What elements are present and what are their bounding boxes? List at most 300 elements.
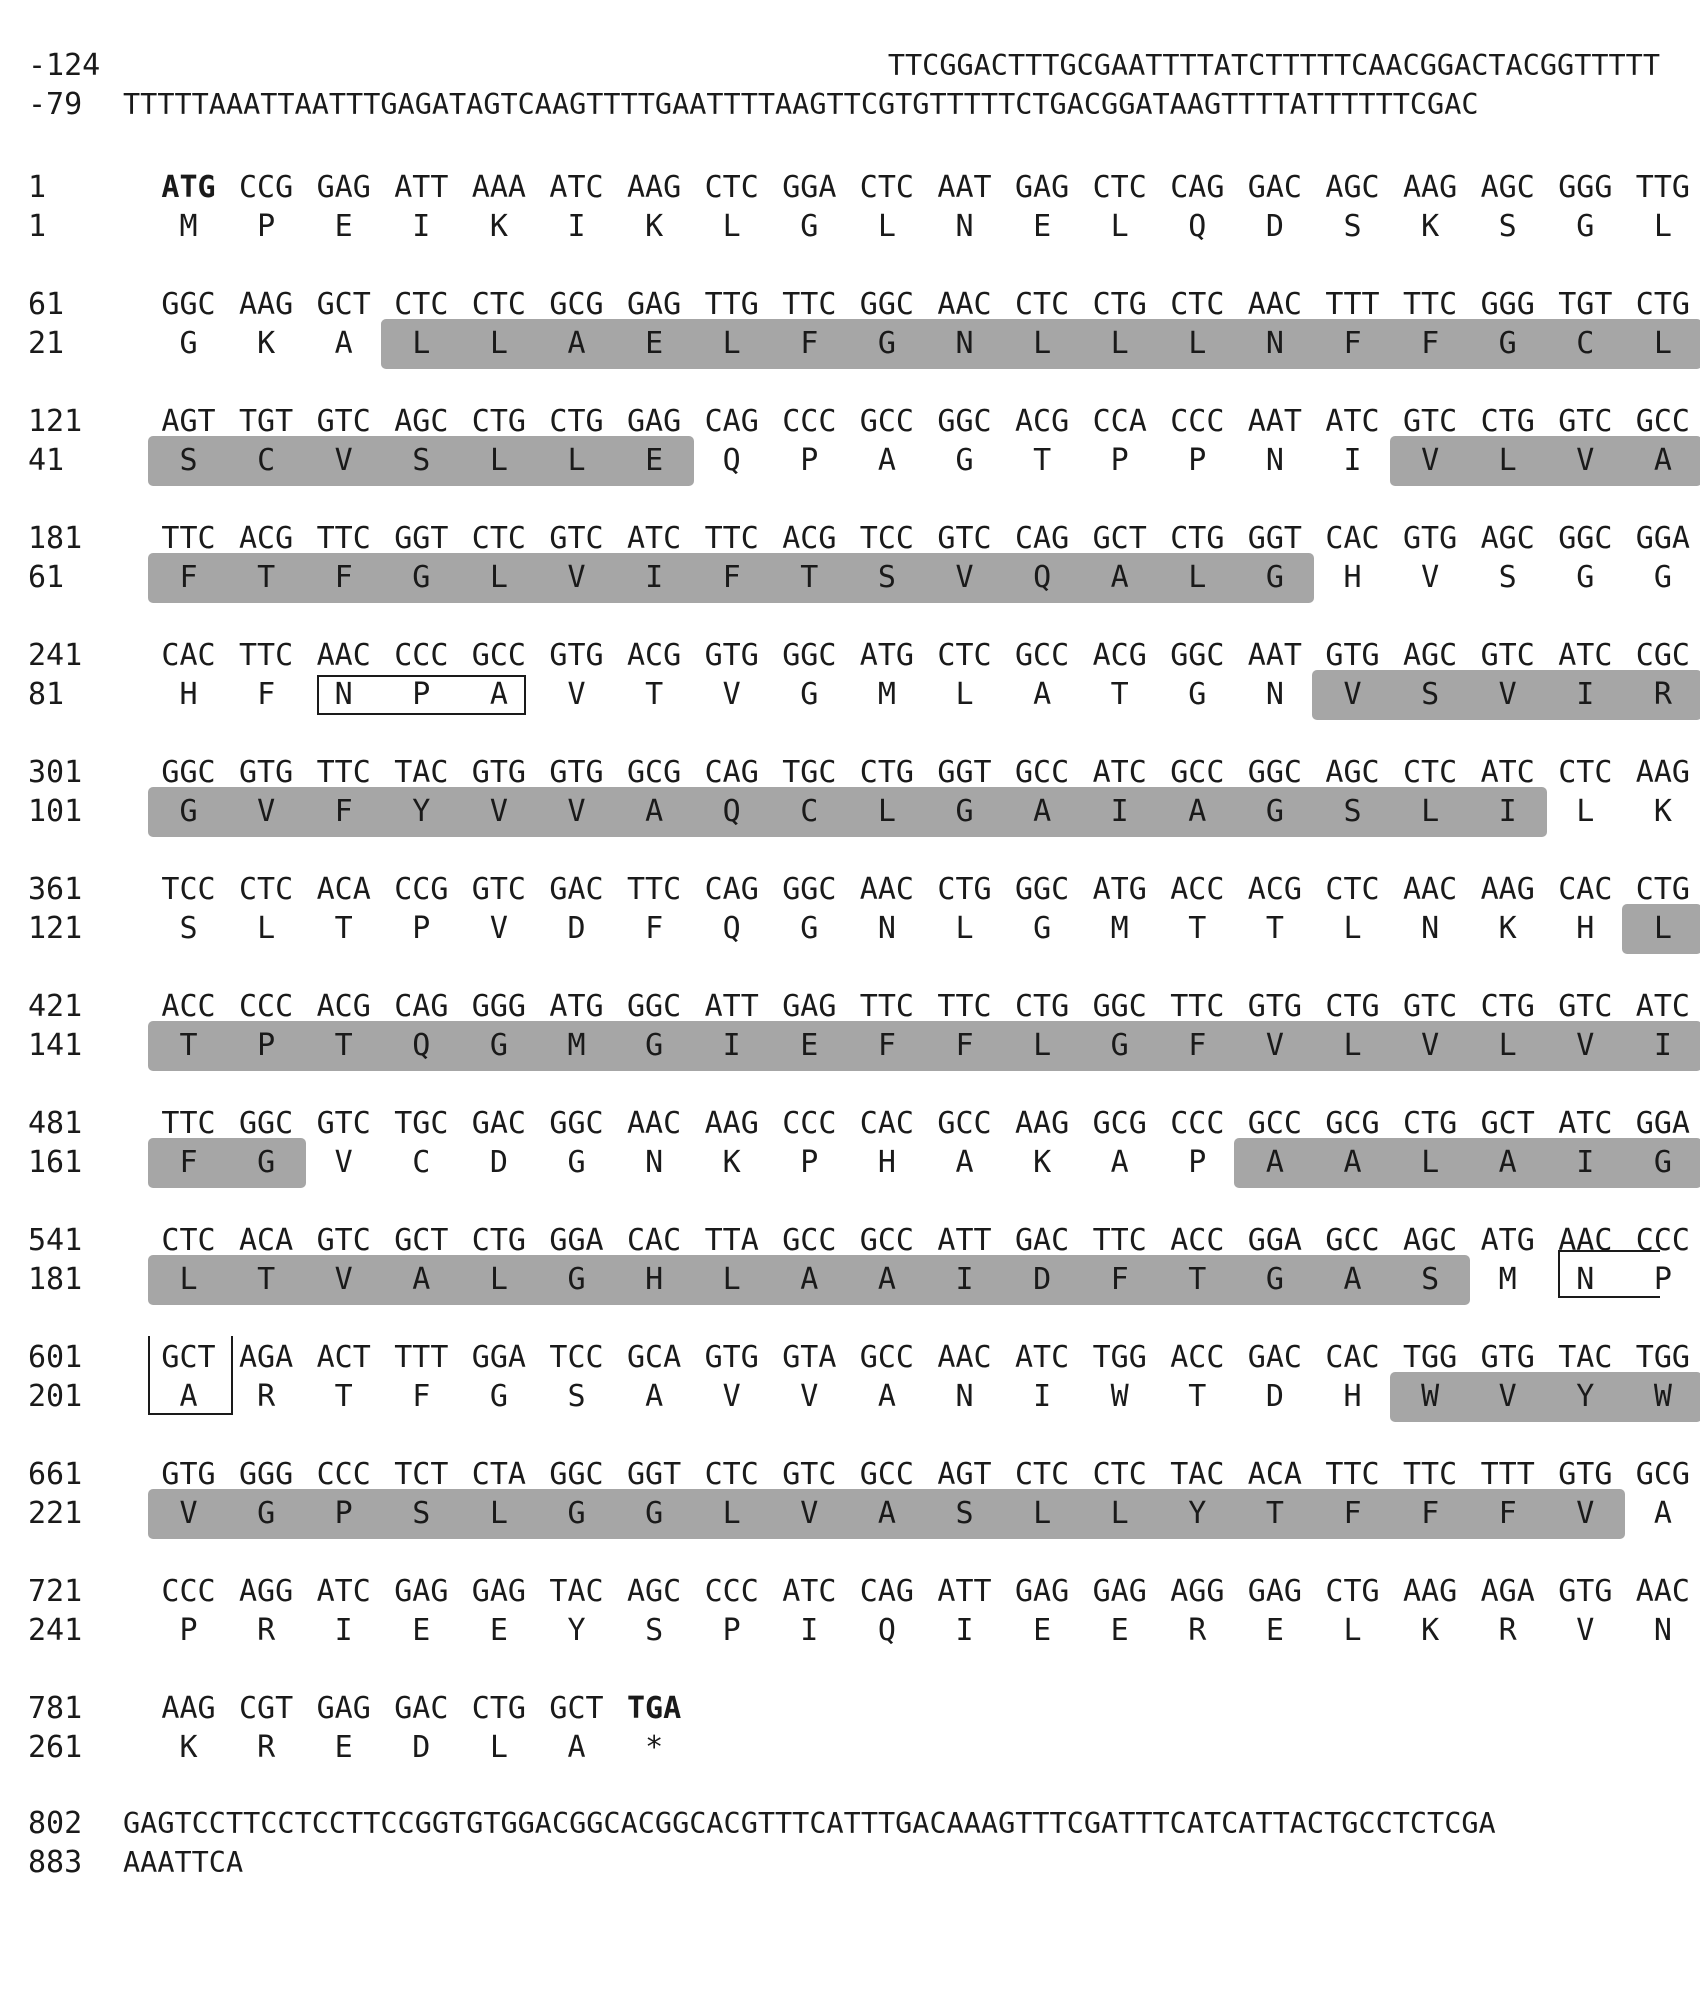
amino-acid: T bbox=[334, 911, 353, 946]
codon: GTG bbox=[1403, 521, 1458, 556]
amino-acid: T bbox=[334, 1028, 353, 1063]
codon: GTC bbox=[937, 521, 992, 556]
codon: GTC bbox=[316, 404, 371, 439]
amino-acid: G bbox=[257, 1145, 276, 1180]
codon: TTT bbox=[1480, 1457, 1535, 1492]
residue-position: 161 bbox=[28, 1145, 83, 1180]
amino-acid: E bbox=[334, 1730, 353, 1765]
amino-acid: K bbox=[1653, 794, 1672, 829]
amino-acid: D bbox=[1265, 209, 1284, 244]
codon: GGG bbox=[1558, 170, 1613, 205]
amino-acid: E bbox=[1033, 209, 1052, 244]
codon: GCC bbox=[859, 1457, 914, 1492]
amino-acid: T bbox=[1188, 1379, 1207, 1414]
amino-acid: P bbox=[1653, 1262, 1672, 1297]
amino-acid: P bbox=[722, 1613, 741, 1648]
amino-acid: G bbox=[1576, 209, 1595, 244]
codon: GGC bbox=[1558, 521, 1613, 556]
codon: GTG bbox=[161, 1457, 216, 1492]
amino-acid: H bbox=[179, 677, 198, 712]
amino-acid: A bbox=[1110, 1145, 1129, 1180]
codon: GTG bbox=[1558, 1574, 1613, 1609]
nucleotide-position: 421 bbox=[28, 989, 83, 1024]
amino-acid: R bbox=[1188, 1613, 1207, 1648]
amino-acid: Q bbox=[877, 1613, 896, 1648]
amino-acid: G bbox=[1498, 326, 1517, 361]
codon: TAC bbox=[1558, 1340, 1613, 1375]
amino-acid: K bbox=[1033, 1145, 1052, 1180]
amino-acid: F bbox=[800, 326, 819, 361]
amino-acid: V bbox=[800, 1496, 819, 1531]
codon: TGA bbox=[627, 1691, 682, 1726]
amino-acid: L bbox=[1653, 326, 1672, 361]
codon: GTC bbox=[1403, 404, 1458, 439]
amino-acid: D bbox=[489, 1145, 508, 1180]
codon: GTA bbox=[782, 1340, 837, 1375]
amino-acid: A bbox=[645, 794, 664, 829]
codon: TTT bbox=[1325, 287, 1380, 322]
nucleotide-position: 241 bbox=[28, 638, 83, 673]
amino-acid: V bbox=[334, 1262, 353, 1297]
amino-acid: V bbox=[1576, 1028, 1595, 1063]
amino-acid: E bbox=[1033, 1613, 1052, 1648]
amino-acid: P bbox=[257, 209, 276, 244]
codon: CAG bbox=[704, 755, 759, 790]
amino-acid: L bbox=[1188, 326, 1207, 361]
codon: GAC bbox=[1015, 1223, 1070, 1258]
codon: GTC bbox=[1403, 989, 1458, 1024]
codon: CCA bbox=[1092, 404, 1147, 439]
codon: CTC bbox=[937, 638, 992, 673]
codon: CAC bbox=[859, 1106, 914, 1141]
codon: ACC bbox=[1170, 1223, 1225, 1258]
amino-acid: S bbox=[1343, 794, 1362, 829]
codon: AGT bbox=[161, 404, 216, 439]
amino-acid: G bbox=[1576, 560, 1595, 595]
amino-acid: Y bbox=[412, 794, 431, 829]
codon: CTG bbox=[1635, 287, 1690, 322]
amino-acid: M bbox=[567, 1028, 586, 1063]
codon: ATC bbox=[549, 170, 604, 205]
codon: TGG bbox=[1635, 1340, 1690, 1375]
amino-acid: L bbox=[1343, 1028, 1362, 1063]
codon: CTC bbox=[1170, 287, 1225, 322]
codon: ACC bbox=[161, 989, 216, 1024]
residue-position: 261 bbox=[28, 1730, 83, 1765]
nucleotide-position: 301 bbox=[28, 755, 83, 790]
codon: CCC bbox=[1635, 1223, 1690, 1258]
codon: AGT bbox=[937, 1457, 992, 1492]
residue-position: 61 bbox=[28, 560, 65, 595]
codon: GCC bbox=[1170, 755, 1225, 790]
codon: ATT bbox=[937, 1574, 992, 1609]
codon: AAC bbox=[937, 1340, 992, 1375]
codon: GGT bbox=[627, 1457, 682, 1492]
amino-acid: F bbox=[645, 911, 664, 946]
amino-acid: I bbox=[567, 209, 586, 244]
codon: CAG bbox=[859, 1574, 914, 1609]
codon: ACT bbox=[316, 1340, 371, 1375]
codon: CTG bbox=[1325, 989, 1380, 1024]
downstream-position: 802 bbox=[28, 1806, 83, 1841]
codon: GCC bbox=[859, 404, 914, 439]
codon: GGA bbox=[1635, 521, 1690, 556]
amino-acid: I bbox=[800, 1613, 819, 1648]
amino-acid: L bbox=[1188, 560, 1207, 595]
codon: ACG bbox=[627, 638, 682, 673]
amino-acid: P bbox=[412, 677, 431, 712]
codon: ATG bbox=[1480, 1223, 1535, 1258]
nucleotide-position: 181 bbox=[28, 521, 83, 556]
codon: CAC bbox=[161, 638, 216, 673]
amino-acid: R bbox=[257, 1730, 276, 1765]
amino-acid: T bbox=[1265, 1496, 1284, 1531]
codon: AAG bbox=[1403, 170, 1458, 205]
residue-position: 101 bbox=[28, 794, 83, 829]
amino-acid: G bbox=[645, 1496, 664, 1531]
amino-acid: L bbox=[1343, 1613, 1362, 1648]
codon: GCC bbox=[1325, 1223, 1380, 1258]
amino-acid: D bbox=[567, 911, 586, 946]
amino-acid: T bbox=[1110, 677, 1129, 712]
codon: GGG bbox=[471, 989, 526, 1024]
codon: TTA bbox=[704, 1223, 759, 1258]
amino-acid: L bbox=[489, 326, 508, 361]
codon: TTC bbox=[627, 872, 682, 907]
downstream-position: 883 bbox=[28, 1845, 83, 1880]
amino-acid: K bbox=[179, 1730, 198, 1765]
amino-acid: H bbox=[1576, 911, 1595, 946]
codon: CAG bbox=[1170, 170, 1225, 205]
amino-acid: W bbox=[1110, 1379, 1129, 1414]
amino-acid: W bbox=[1653, 1379, 1672, 1414]
amino-acid: G bbox=[257, 1496, 276, 1531]
codon: CTG bbox=[1635, 872, 1690, 907]
downstream-sequence: GAGTCCTTCCTCCTTCCGGTGTGGACGGCACGGCACGTTTCATTTGACAAAGTTTCGATTTCATCATTACTGCCTCTCGA bbox=[123, 1807, 1496, 1840]
amino-acid: Y bbox=[1576, 1379, 1595, 1414]
codon: CTG bbox=[1170, 521, 1225, 556]
amino-acid: V bbox=[1343, 677, 1362, 712]
amino-acid: A bbox=[955, 1145, 974, 1180]
amino-acid: G bbox=[1265, 1262, 1284, 1297]
codon: GAG bbox=[782, 989, 837, 1024]
codon: CTG bbox=[471, 404, 526, 439]
codon: GCC bbox=[859, 1340, 914, 1375]
codon: CCC bbox=[782, 1106, 837, 1141]
codon: GCT bbox=[549, 1691, 604, 1726]
amino-acid: M bbox=[179, 209, 198, 244]
amino-acid: S bbox=[412, 1496, 431, 1531]
amino-acid: F bbox=[1421, 326, 1440, 361]
codon: CTG bbox=[471, 1223, 526, 1258]
codon: AAT bbox=[937, 170, 992, 205]
codon: TAC bbox=[394, 755, 449, 790]
codon: CAC bbox=[1558, 872, 1613, 907]
codon: TGG bbox=[1403, 1340, 1458, 1375]
codon: CCG bbox=[239, 170, 294, 205]
residue-position: 181 bbox=[28, 1262, 83, 1297]
amino-acid: A bbox=[1265, 1145, 1284, 1180]
amino-acid: G bbox=[800, 209, 819, 244]
codon: AAC bbox=[1403, 872, 1458, 907]
codon: ATC bbox=[1558, 1106, 1613, 1141]
amino-acid: N bbox=[955, 1379, 974, 1414]
amino-acid: L bbox=[722, 209, 741, 244]
amino-acid: N bbox=[955, 209, 974, 244]
amino-acid: A bbox=[567, 1730, 586, 1765]
amino-acid: L bbox=[722, 326, 741, 361]
amino-acid: N bbox=[334, 677, 353, 712]
amino-acid: A bbox=[412, 1262, 431, 1297]
amino-acid: R bbox=[1653, 677, 1672, 712]
codon: TTC bbox=[1403, 287, 1458, 322]
amino-acid: G bbox=[179, 326, 198, 361]
codon: ATT bbox=[937, 1223, 992, 1258]
codon: AGA bbox=[1480, 1574, 1535, 1609]
amino-acid: L bbox=[722, 1262, 741, 1297]
codon: GTG bbox=[471, 755, 526, 790]
amino-acid: L bbox=[1421, 1145, 1440, 1180]
amino-acid: K bbox=[1421, 209, 1440, 244]
codon: ATC bbox=[316, 1574, 371, 1609]
amino-acid: L bbox=[489, 1262, 508, 1297]
amino-acid: A bbox=[1653, 1496, 1672, 1531]
codon: TTC bbox=[1325, 1457, 1380, 1492]
codon: GTC bbox=[549, 521, 604, 556]
amino-acid: E bbox=[334, 209, 353, 244]
codon: AAG bbox=[1015, 1106, 1070, 1141]
codon: GCT bbox=[1092, 521, 1147, 556]
codon: CCC bbox=[782, 404, 837, 439]
upstream-position: -124 bbox=[28, 48, 101, 83]
amino-acid: A bbox=[179, 1379, 198, 1414]
codon: ATC bbox=[1558, 638, 1613, 673]
codon: GAG bbox=[1247, 1574, 1302, 1609]
codon: GGG bbox=[239, 1457, 294, 1492]
codon: AAC bbox=[627, 1106, 682, 1141]
codon: GGC bbox=[161, 755, 216, 790]
codon: CGT bbox=[239, 1691, 294, 1726]
residue-position: 201 bbox=[28, 1379, 83, 1414]
codon: TCC bbox=[859, 521, 914, 556]
codon: ACC bbox=[1170, 1340, 1225, 1375]
codon: ATC bbox=[1480, 755, 1535, 790]
nucleotide-position: 121 bbox=[28, 404, 83, 439]
amino-acid: N bbox=[1653, 1613, 1672, 1648]
residue-position: 1 bbox=[28, 209, 47, 244]
amino-acid: I bbox=[645, 560, 664, 595]
amino-acid: A bbox=[1343, 1262, 1362, 1297]
codon: TTC bbox=[859, 989, 914, 1024]
codon: ACG bbox=[316, 989, 371, 1024]
codon: GCC bbox=[859, 1223, 914, 1258]
codon: GCC bbox=[471, 638, 526, 673]
codon: GAG bbox=[471, 1574, 526, 1609]
codon: CTC bbox=[471, 521, 526, 556]
amino-acid: R bbox=[257, 1613, 276, 1648]
codon: CAC bbox=[1325, 1340, 1380, 1375]
amino-acid: T bbox=[1188, 1262, 1207, 1297]
codon: CGC bbox=[1635, 638, 1690, 673]
codon: GGC bbox=[1247, 755, 1302, 790]
codon: GAG bbox=[316, 170, 371, 205]
amino-acid: L bbox=[1343, 911, 1362, 946]
codon: GGT bbox=[1247, 521, 1302, 556]
amino-acid: L bbox=[1110, 209, 1129, 244]
codon: CTG bbox=[1015, 989, 1070, 1024]
codon: ATT bbox=[704, 989, 759, 1024]
amino-acid: S bbox=[645, 1613, 664, 1648]
amino-acid: V bbox=[800, 1379, 819, 1414]
amino-acid: F bbox=[722, 560, 741, 595]
codon: GGC bbox=[549, 1106, 604, 1141]
amino-acid: L bbox=[1110, 1496, 1129, 1531]
codon: CTG bbox=[859, 755, 914, 790]
amino-acid: S bbox=[1343, 209, 1362, 244]
codon: TAC bbox=[549, 1574, 604, 1609]
codon: AAG bbox=[1403, 1574, 1458, 1609]
codon: GGG bbox=[1480, 287, 1535, 322]
amino-acid: Q bbox=[722, 794, 741, 829]
upstream-position: -79 bbox=[28, 87, 83, 122]
amino-acid: F bbox=[1343, 326, 1362, 361]
amino-acid: L bbox=[1110, 326, 1129, 361]
codon: GAC bbox=[1247, 1340, 1302, 1375]
amino-acid: G bbox=[567, 1262, 586, 1297]
codon: CTG bbox=[471, 1691, 526, 1726]
nucleotide-position: 601 bbox=[28, 1340, 83, 1375]
codon: GCT bbox=[1480, 1106, 1535, 1141]
codon: GTG bbox=[1558, 1457, 1613, 1492]
codon: CAG bbox=[704, 404, 759, 439]
codon: ATC bbox=[782, 1574, 837, 1609]
amino-acid: P bbox=[1188, 443, 1207, 478]
codon: ATC bbox=[1015, 1340, 1070, 1375]
codon: CTG bbox=[1480, 989, 1535, 1024]
amino-acid: A bbox=[877, 1379, 896, 1414]
codon: GTC bbox=[1480, 638, 1535, 673]
codon: GTG bbox=[1480, 1340, 1535, 1375]
codon: TTG bbox=[1635, 170, 1690, 205]
amino-acid: L bbox=[412, 326, 431, 361]
codon: GAG bbox=[627, 287, 682, 322]
amino-acid: M bbox=[877, 677, 896, 712]
codon: AAG bbox=[239, 287, 294, 322]
amino-acid: G bbox=[489, 1379, 508, 1414]
amino-acid: I bbox=[722, 1028, 741, 1063]
residue-position: 121 bbox=[28, 911, 83, 946]
codon: AGC bbox=[1480, 521, 1535, 556]
codon: TTC bbox=[316, 755, 371, 790]
codon: GCC bbox=[782, 1223, 837, 1258]
codon: ATG bbox=[549, 989, 604, 1024]
npa-motif-box bbox=[1558, 1250, 1660, 1298]
amino-acid: F bbox=[1421, 1496, 1440, 1531]
codon: CTG bbox=[1480, 404, 1535, 439]
codon: AAC bbox=[1635, 1574, 1690, 1609]
amino-acid: L bbox=[1653, 209, 1672, 244]
amino-acid: Y bbox=[1188, 1496, 1207, 1531]
residue-position: 81 bbox=[28, 677, 65, 712]
codon: AGC bbox=[394, 404, 449, 439]
codon: GTC bbox=[471, 872, 526, 907]
codon: TTC bbox=[782, 287, 837, 322]
amino-acid: V bbox=[489, 911, 508, 946]
codon: TCC bbox=[549, 1340, 604, 1375]
codon: GTG bbox=[704, 1340, 759, 1375]
amino-acid: V bbox=[334, 1145, 353, 1180]
codon: TTC bbox=[239, 638, 294, 673]
nucleotide-position: 61 bbox=[28, 287, 65, 322]
amino-acid: A bbox=[877, 443, 896, 478]
amino-acid: N bbox=[1421, 911, 1440, 946]
codon: ATG bbox=[859, 638, 914, 673]
codon: GGC bbox=[937, 404, 992, 439]
codon: TTC bbox=[1403, 1457, 1458, 1492]
upstream-sequence: TTTTTAAATTAATTTGAGATAGTCAAGTTTTGAATTTTAAGTTCGTGTTTTTCTGACGGATAAGTTTTATTTTTTCGAC bbox=[123, 88, 1479, 121]
codon: GAG bbox=[316, 1691, 371, 1726]
codon: GGA bbox=[1635, 1106, 1690, 1141]
codon: CTG bbox=[1325, 1574, 1380, 1609]
codon: GGC bbox=[859, 287, 914, 322]
codon: GGC bbox=[782, 872, 837, 907]
codon: CTC bbox=[1092, 1457, 1147, 1492]
codon: AAG bbox=[161, 1691, 216, 1726]
codon: GTG bbox=[1247, 989, 1302, 1024]
amino-acid: L bbox=[567, 443, 586, 478]
amino-acid: N bbox=[877, 911, 896, 946]
amino-acid: S bbox=[567, 1379, 586, 1414]
codon: GTG bbox=[1325, 638, 1380, 673]
codon: CTC bbox=[704, 170, 759, 205]
nucleotide-position: 781 bbox=[28, 1691, 83, 1726]
amino-acid: L bbox=[489, 1496, 508, 1531]
amino-acid: V bbox=[1265, 1028, 1284, 1063]
codon: GCT bbox=[316, 287, 371, 322]
amino-acid: G bbox=[1110, 1028, 1129, 1063]
codon: ACA bbox=[239, 1223, 294, 1258]
codon: GTG bbox=[239, 755, 294, 790]
amino-acid: V bbox=[567, 677, 586, 712]
amino-acid: I bbox=[1653, 1028, 1672, 1063]
codon: ACG bbox=[239, 521, 294, 556]
amino-acid: D bbox=[412, 1730, 431, 1765]
codon: CAC bbox=[627, 1223, 682, 1258]
amino-acid: A bbox=[800, 1262, 819, 1297]
amino-acid: P bbox=[334, 1496, 353, 1531]
amino-acid: Q bbox=[722, 911, 741, 946]
codon: TGC bbox=[394, 1106, 449, 1141]
amino-acid: E bbox=[645, 326, 664, 361]
codon: ATC bbox=[627, 521, 682, 556]
amino-acid: Q bbox=[412, 1028, 431, 1063]
codon: AGC bbox=[1325, 755, 1380, 790]
codon: TGT bbox=[1558, 287, 1613, 322]
amino-acid: P bbox=[1110, 443, 1129, 478]
amino-acid: G bbox=[1265, 560, 1284, 595]
amino-acid: V bbox=[489, 794, 508, 829]
amino-acid: N bbox=[955, 326, 974, 361]
codon: CAG bbox=[704, 872, 759, 907]
codon: GGC bbox=[782, 638, 837, 673]
codon: CTG bbox=[937, 872, 992, 907]
amino-acid: V bbox=[1498, 677, 1517, 712]
amino-acid: N bbox=[645, 1145, 664, 1180]
amino-acid: M bbox=[1110, 911, 1129, 946]
amino-acid: L bbox=[877, 794, 896, 829]
codon: TAC bbox=[1170, 1457, 1225, 1492]
codon: CAG bbox=[394, 989, 449, 1024]
